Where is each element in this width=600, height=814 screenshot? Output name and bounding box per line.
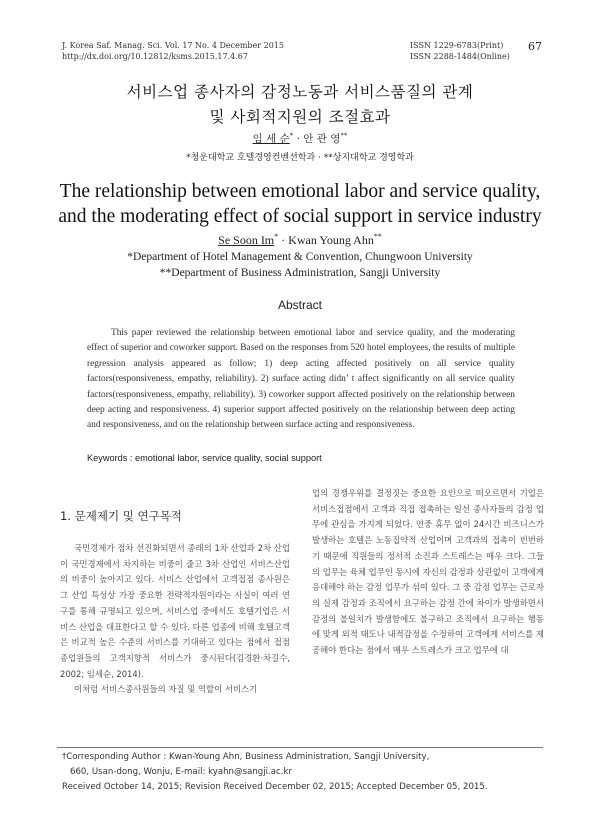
issn-online: ISSN 2288-1484(Online) <box>410 52 510 61</box>
right-column <box>312 486 544 659</box>
journal-citation: J. Korea Saf. Manag. Sci. Vol. 17 No. 4 December 2015 <box>62 41 284 50</box>
keywords: Keywords : emotional labor, service quality, social support <box>87 453 322 463</box>
korean-author2: 안 관 영 <box>303 133 341 145</box>
english-title-line1: The relationship between emotional labor and service quality, <box>59 181 541 202</box>
issn-print: ISSN 1229-6783(Print) <box>410 41 504 50</box>
english-affiliation2: **Department of Business Administration, Sangji University <box>159 267 441 279</box>
english-affiliation1: *Department of Hotel Management & Convention, Chungwoon University <box>127 251 473 263</box>
received-dates: Received October 14, 2015; Revision Received December 02, 2015; Accepted December 05, 2015. <box>62 782 488 792</box>
english-author-separator: · <box>278 233 289 247</box>
abstract-body: This paper reviewed the relationship between emotional labor and service quality, and the moderating effect of superior and coworker support. Based on the responses from 520 hotel employees, the results of multiple regression analysis appeared as follow; 1) deep acting affected positively on all service quality factors(responsiveness, empathy, reliability). 2) surface acting didn’ t affect significantly on all service quality factors(responsiveness, empathy, reliability). 3) coworker support affected positively on the relationship between deep acting and responsiveness. 4) superior support affected positively on the relationship between deep acting and responsiveness, and on the relationship between surface acting and responsiveness. <box>87 328 515 431</box>
korean-title-line2: 및 사회적지원의 조절효과 <box>209 108 391 126</box>
english-author1: Se Soon Im <box>218 233 275 247</box>
korean-affiliations: *청운대학교 호텔경영컨벤션학과 · **상지대학교 경영학과 <box>186 153 414 163</box>
english-title-line2: and the moderating effect of social support in service industry <box>58 206 542 227</box>
korean-author1: 임 세 순 <box>252 133 290 145</box>
korean-author-separator: · <box>293 133 304 145</box>
english-author1-mark: * <box>274 232 279 241</box>
section-heading: 1. 문제제기 및 연구목적 <box>60 509 182 523</box>
korean-authors <box>0 131 600 146</box>
right-paragraph-1: 업의 경쟁우위를 결정짓는 중요한 요인으로 떠오르면서 기업은 서비스접점에서 고객과 직접 접촉하는 일선 종사자들의 감정 업무에 관심을 가지게 되었다. 연중 휴무 없이 24시간 비즈니스가 발생하는 호텔은 노동집약적 산업이며 고객과의 접촉이 빈번하기 때문에 직원들의 정서적 소진과 스트레스는 매우 크다. 그들의 업무는 육체 업무인 동시에 자신의 감정과 상관없이 고객에게 응대해야 하는 감정 업무가 섞여 있다. 그 중 감정 업무는 근로자의 실제 감정과 조직에서 요구하는 감정 간에 차이가 발생하면서 감정의 불일치가 발생함에도 불구하고 조직에서 요구하는 행동에 맞게 외적 태도나 내적감정을 수정하여 고객에게 서비스를 제공해야 한다는 점에서 매우 스트레스가 크고 업무에 대 <box>312 488 544 656</box>
doi-link[interactable]: http://dx.doi.org/10.12812/ksms.2015.17.4.67 <box>62 52 248 61</box>
english-authors <box>0 232 600 248</box>
left-column <box>60 541 290 698</box>
abstract-heading: Abstract <box>277 298 322 312</box>
korean-author1-mark: * <box>289 131 294 140</box>
left-paragraph-2: 이처럼 서비스종사원들의 자질 및 역할이 서비스기 <box>74 684 258 695</box>
english-author2: Kwan Young Ahn <box>288 233 374 247</box>
footnote <box>62 750 542 795</box>
page-number: 67 <box>528 40 542 53</box>
left-paragraph-1: 국민경제가 점차 선진화되면서 종래의 1차 산업과 2차 산업이 국민경제에서 차지하는 비중이 줄고 3차 산업인 서비스산업의 비중이 높아지고 있다. 서비스 산업에서 고객접점 종사원은 그 산업 특성상 가장 중요한 전략적자원이라는 사실이 여러 연구를 통해 규명되고 있으며, 서비스업 중에서도 호텔기업은 서비스 산업을 대표한다고 할 수 있다. 다른 업종에 비해 호텔고객은 비교적 높은 수준의 서비스를 기대하고 있다는 점에서 접점 종업원들의 고객지향적 서비스가 중시된다(김경환·차길수, 2002; 임세순, 2014). <box>60 543 290 679</box>
korean-title-line1: 서비스업 종사자의 감정노동과 서비스품질의 관계 <box>126 83 474 101</box>
corresponding-author-line: †Corresponding Author : Kwan-Young Ahn, Business Administration, Sangji University, <box>62 752 430 762</box>
korean-author2-mark: ** <box>340 131 348 140</box>
english-author2-mark: ** <box>373 232 382 241</box>
footnote-divider <box>57 747 543 748</box>
corresponding-author-address: 660, Usan-dong, Wonju, E-mail: kyahn@sangji.ac.kr <box>70 767 292 777</box>
